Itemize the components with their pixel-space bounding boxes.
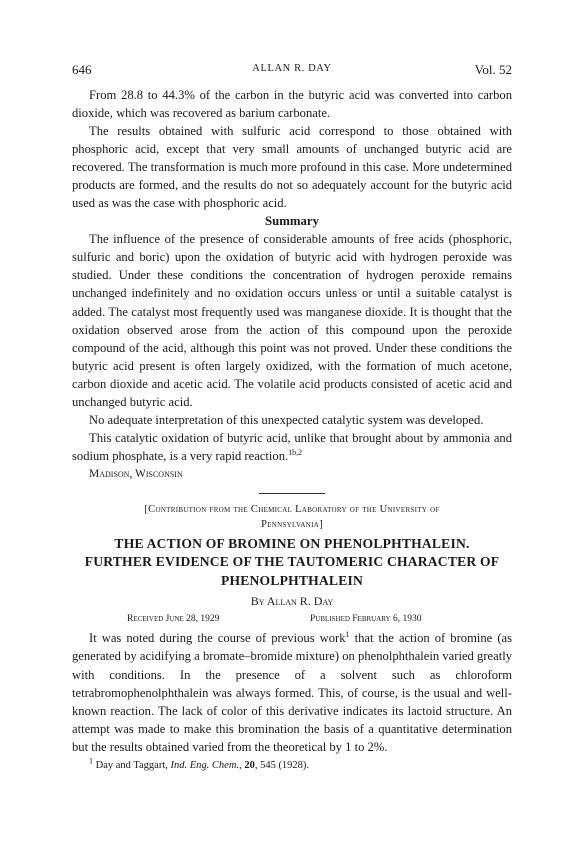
article-title-line-2: FURTHER EVIDENCE OF THE TAUTOMERIC CHARACTER OF [84,554,500,570]
footnote-authors: Day and Taggart, [93,759,171,771]
footnote-journal: Ind. Eng. Chem. [170,759,240,771]
running-head [72,62,512,80]
summary-heading: Summary [264,214,320,229]
summary-paragraph-3 [72,429,512,465]
summary-paragraph-2: No adequate interpretation of this unexpected catalytic system was developed. [89,412,484,427]
article-body-paragraph [72,629,512,755]
contribution-note [82,502,502,532]
publication-dates [72,612,512,626]
article-title-line-1: THE ACTION OF BROMINE ON PHENOLPHTHALEIN. [114,535,470,551]
body-text [72,86,512,773]
article-title [72,535,512,591]
footnote-number: 1 [89,756,93,766]
page-number: 646 [72,62,92,77]
footnote-pages: , 545 (1928). [254,759,310,771]
section-divider [259,493,325,494]
article-title-line-3: PHENOLPHTHALEIN [221,572,363,588]
volume-number: Vol. 52 [474,62,512,77]
footnote [72,758,512,773]
footnote-volume: 20 [244,759,255,771]
author-location: Madison, Wisconsin [89,467,183,480]
reference-superscript: 1b,2 [288,447,303,457]
running-head-author: ALLAN R. DAY [252,63,332,74]
continuation-paragraph-1: From 28.8 to 44.3% of the carbon in the butyric acid was converted into carbon dioxide, which was recovered as barium carbonate. [72,88,512,121]
continuation-paragraph-2: The results obtained with sulfuric acid correspond to those obtained with phosphoric acid, except that very small amounts of unchanged butyric acid are recovered. The transformation is much more profound in this case. More undetermined products are formed, and the results do not so adequately account for the butyric acid used as was the case with phosphoric acid. [72,124,512,211]
published-date: Published February 6, 1930 [310,614,422,625]
footnote-comma: , [239,759,245,771]
footnote-reference: 1 [345,630,350,640]
article-body-rest: that the action of bromine (as generated by acidifying a bromate–bromide mixture) on phenolphthalein varied greatly with conditions. In the presence of a solvent such as chloroform tetrabromophenolphthalein was always formed. This, of course, is the usual and well-known reaction. The lack of color of this derivative indicates its lactoid structure. An attempt was made to make this bromination the basis of a quantitative determination but the results obtained varied from the theoretical by 1 to 2%. [72,631,513,754]
byline: By Allan R. Day [250,594,334,609]
received-date: Received June 28, 1929 [127,614,220,625]
contribution-line-1: [Contribution from the Chemical Laboratory of the University of [144,503,440,515]
contribution-line-2: Pennsylvania] [261,518,323,530]
summary-paragraph-3-text: This catalytic oxidation of butyric acid, unlike that brought about by ammonia and sodium phosphate, is a very rapid reaction. [72,430,512,463]
article-body-lead: It was noted during the course of previous work [89,631,346,646]
summary-paragraph-1: The influence of the presence of considerable amounts of free acids (phosphoric, sulfuric and boric) upon the oxidation of butyric acid with hydrogen peroxide was studied. Under these conditions the concentration of hydrogen peroxide remains unchanged indefinitely and no oxidation occurs unless or until a suitable catalyst is added. The catalyst most frequently used was manganese dioxide. It is thought that the oxidation observed arose from the action of this compound upon the peroxide compound of the acid, although this point was not proved. Under these conditions the butyric acid present is often largely oxidized, with the formation of much acetone, carbon dioxide and acetic acid. The volatile acid products consisted of acetic acid and unchanged butyric acid. [72,232,512,409]
